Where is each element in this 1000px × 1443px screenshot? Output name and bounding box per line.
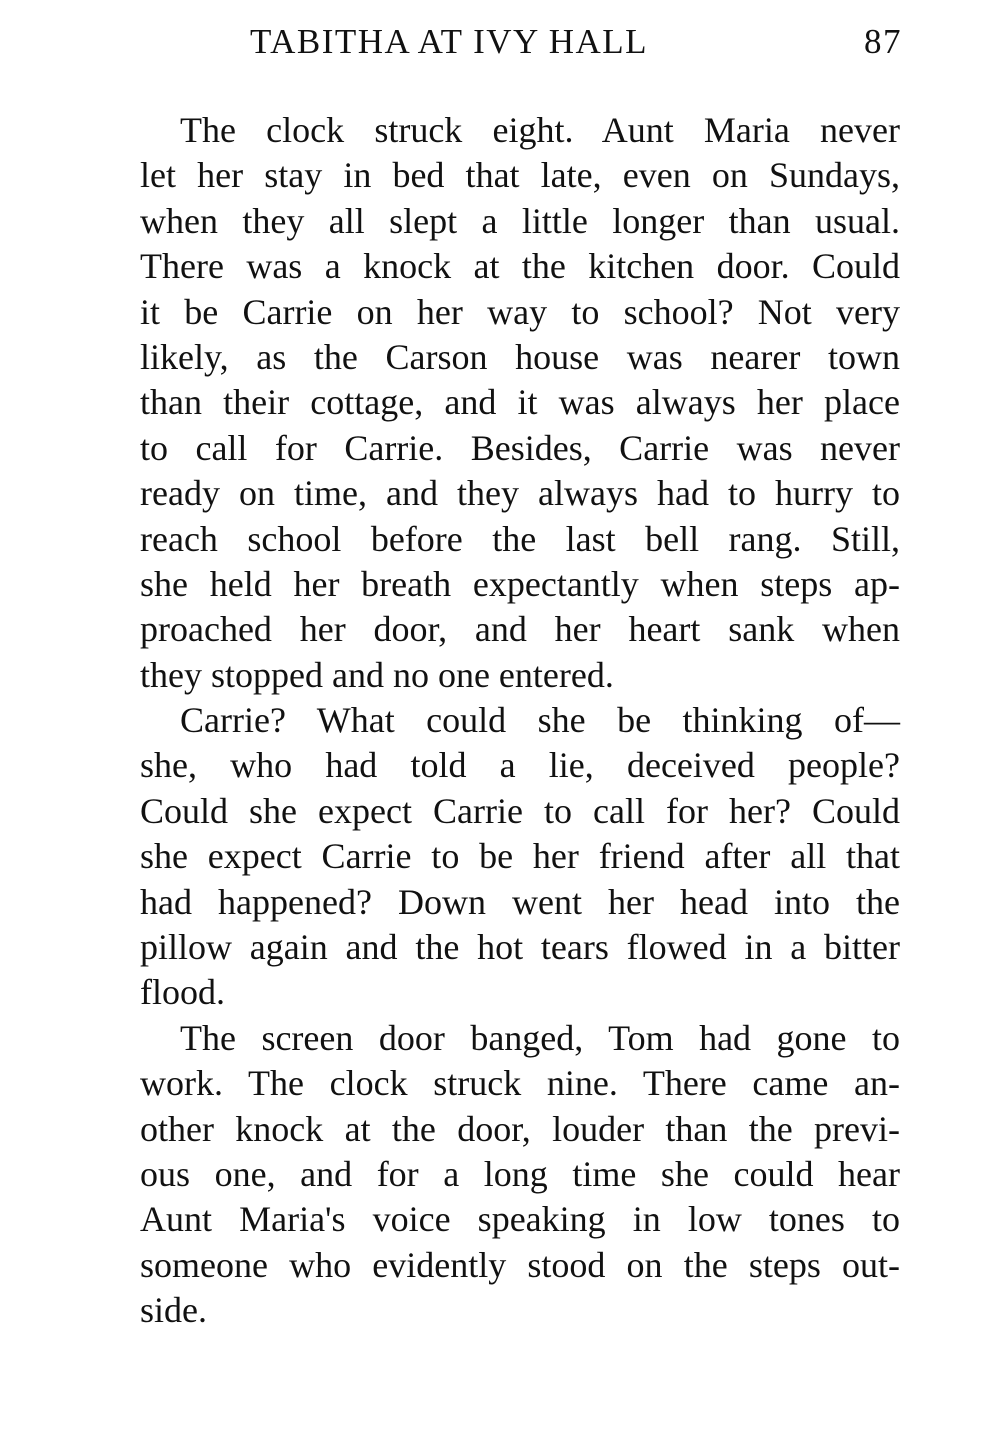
text-line: than their cottage, and it was always her place [140,382,900,423]
text-line: reach school before the last bell rang. Still, [140,518,900,559]
text-line: flood. [140,972,225,1013]
text-line: Carrie? What could she be thinking of— [180,700,900,741]
page-number: 87 [864,22,902,61]
text-line: they stopped and no one entered. [140,654,614,695]
paragraph-1 [140,108,900,698]
text-line: let her stay in bed that late, even on Sundays, [140,155,900,196]
text-line: someone who evidently stood on the steps out- [140,1244,900,1285]
text-line: it be Carrie on her way to school? Not very [140,291,900,332]
text-line: ous one, and for a long time she could hear [140,1153,900,1194]
text-line: ready on time, and they always had to hurry to [140,473,900,514]
body-text [140,108,900,1334]
paragraph-2 [140,698,900,1016]
text-line: work. The clock struck nine. There came an- [140,1063,900,1104]
text-line: she expect Carrie to be her friend after all that [140,836,900,877]
text-line: Could she expect Carrie to call for her? Could [140,790,900,831]
text-line: The clock struck eight. Aunt Maria never [180,110,900,150]
text-line: when they all slept a little longer than usual. [140,200,900,241]
running-title: TABITHA AT IVY HALL [250,22,649,61]
paragraph-3 [140,1016,900,1334]
text-line: she, who had told a lie, deceived people? [140,745,900,786]
text-line: proached her door, and her heart sank when [140,609,900,650]
text-line: pillow again and the hot tears flowed in a bitter [140,927,900,968]
text-line: The screen door banged, Tom had gone to [180,1017,900,1058]
text-line: likely, as the Carson house was nearer town [140,336,900,377]
text-line: side. [140,1290,207,1331]
text-line: to call for Carrie. Besides, Carrie was never [140,427,900,468]
text-line: other knock at the door, louder than the previ- [140,1108,900,1149]
text-line: she held her breath expectantly when steps ap- [140,563,900,604]
text-line: Aunt Maria's voice speaking in low tones to [140,1199,900,1240]
text-line: There was a knock at the kitchen door. Could [140,246,900,287]
text-line: had happened? Down went her head into the [140,881,900,922]
running-head [140,22,902,70]
